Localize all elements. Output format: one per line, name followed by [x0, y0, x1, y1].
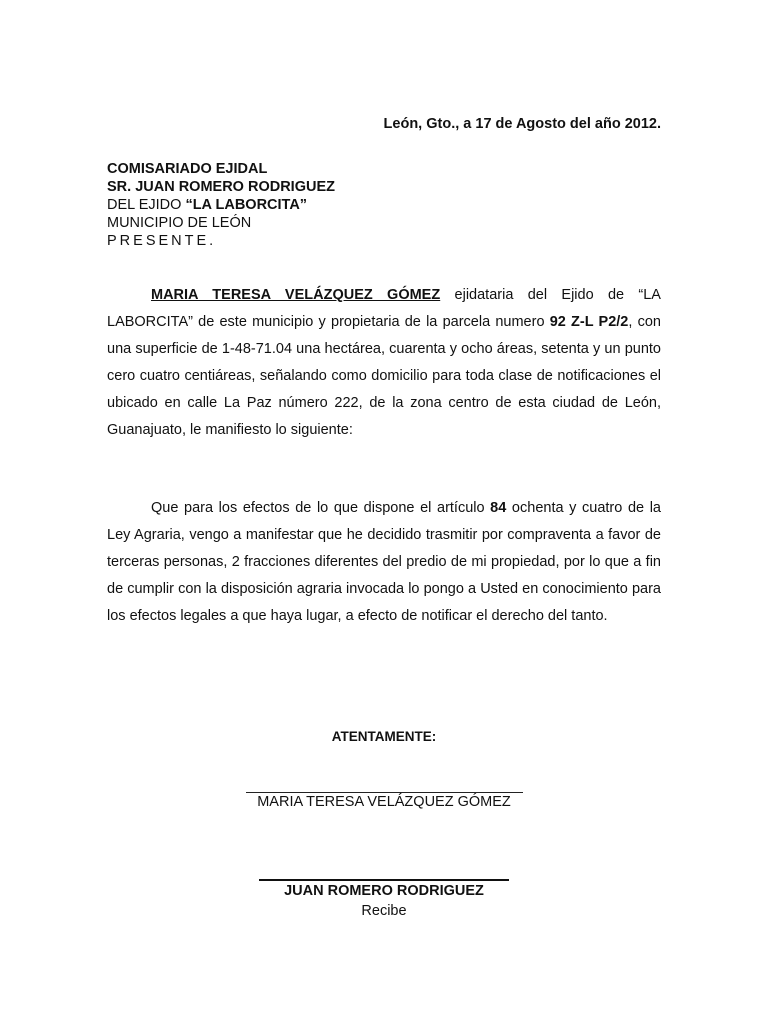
- parcel-number: 92 Z-L P2/2: [549, 314, 629, 330]
- addressee-line-1: COMISARIADO EJIDAL: [107, 161, 268, 177]
- addressee-line-4: MUNICIPIO DE LEÓN: [107, 215, 252, 231]
- signer-2-role: Recibe: [361, 903, 407, 919]
- signer-1-name: MARIA TERESA VELÁZQUEZ GÓMEZ: [257, 794, 511, 810]
- signer-2-name: JUAN ROMERO RODRIGUEZ: [284, 883, 484, 899]
- date-line: León, Gto., a 17 de Agosto del año 2012.: [383, 116, 661, 132]
- addressee-line-2: SR. JUAN ROMERO RODRIGUEZ: [107, 179, 335, 195]
- paragraph-2-text-b: ochenta y cuatro de la Ley Agraria, vengo a manifestar que he decidido trasmitir por compraventa a favor de terceras personas, 2 fracciones diferentes del predio de mi propiedad, por lo que a fin de cumplir con la disposición agraria invocada lo pongo a Usted en conocimiento para los efectos legales a que haya lugar, a efecto de notificar el derecho del tanto.: [107, 500, 661, 624]
- signature-line-2: [259, 879, 509, 881]
- paragraph-2-text-a: Que para los efectos de lo que dispone el artículo: [151, 500, 491, 516]
- signature-line-1: [246, 792, 523, 793]
- petitioner-name: MARIA TERESA VELÁZQUEZ GÓMEZ: [151, 287, 441, 303]
- addressee-line-3: [107, 196, 335, 214]
- article-number: 84: [490, 500, 507, 516]
- paragraph-2: [107, 495, 661, 630]
- addressee-line-5: PRESENTE.: [107, 233, 217, 249]
- addressee-line-3-prefix: DEL EJIDO: [107, 197, 186, 213]
- paragraph-1-text-a: ejidataria del Ejido de “LA LABORCITA” de este municipio y propietaria de la parcela numero: [107, 287, 661, 330]
- addressee-line-3-ejido: “LA LABORCITA”: [185, 197, 308, 213]
- closing-atentamente: ATENTAMENTE:: [331, 729, 437, 744]
- addressee-block: [107, 160, 335, 250]
- paragraph-1: [107, 282, 661, 444]
- paragraph-1-text-b: , con una superficie de 1-48-71.04 una hectárea, cuarenta y ocho áreas, setenta y un punto cero cuatro centiáreas, señalando como domicilio para toda clase de notificaciones el ubicado en calle La Paz número 222, de la zona centro de esta ciudad de León, Guanajuato, le manifiesto lo siguiente:: [107, 314, 661, 438]
